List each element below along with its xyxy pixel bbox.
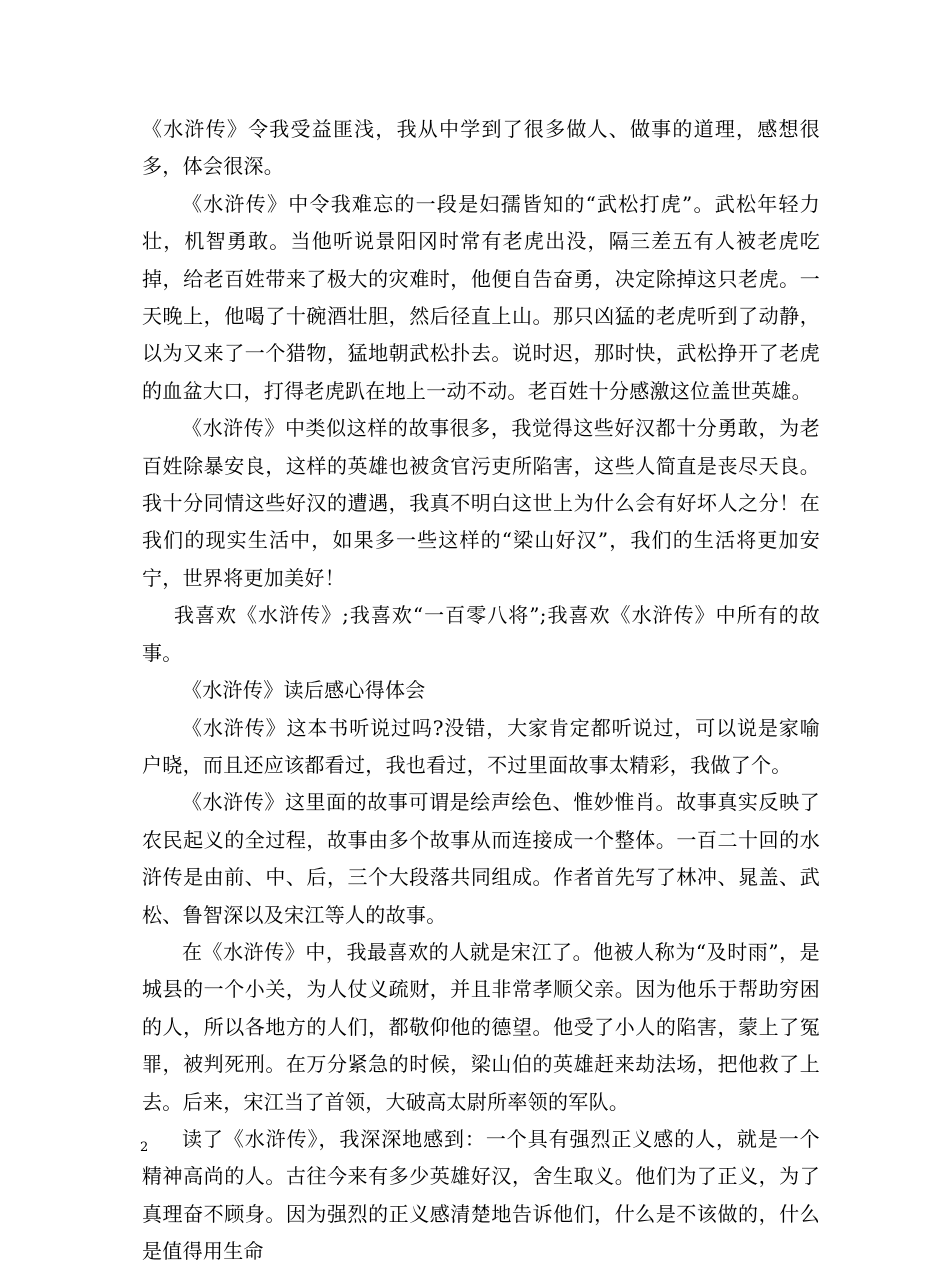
paragraph-songjiang: 在《水浒传》中，我最喜欢的人就是宋江了。他被人称为“及时雨”，是城县的一个小关，为人仗义疏财，并且非常孝顺父亲。因为他乐于帮助穷困的人，所以各地方的人们，都敬仰他的德望。他受了小人的陷害，蒙上了冤罪，被判死刑。在万分紧急的时候，梁山伯的英雄赶来劫法场，把他救了上去。后来，宋江当了首领，大破高太尉所率领的军队。 <box>142 939 820 1114</box>
paragraph-justice: 读了《水浒传》，我深深地感到：一个具有强烈正义感的人，就是一个精神高尚的人。古往今来有多少英雄好汉，舍生取义。他们为了正义，为了真理奋不顾身。因为强烈的正义感清楚地告诉他们，什么是不该做的，什么是值得用生命 <box>142 1126 820 1264</box>
paragraph-intro-conclusion: 《水浒传》令我受益匪浅，我从中学到了很多做人、做事的道理，感想很多，体会很深。 <box>142 117 820 179</box>
paragraph-story-structure: 《水浒传》这里面的故事可谓是绘声绘色、惟妙惟肖。故事真实反映了农民起义的全过程，故事由多个故事从而连接成一个整体。一百二十回的水浒传是由前、中、后，三个大段落共同组成。作者首先写了林冲、晁盖、武松、鲁智深以及宋江等人的故事。 <box>142 790 820 927</box>
paragraph-have-you-heard: 《水浒传》这本书听说过吗?没错，大家肯定都听说过，可以说是家喻户晓，而且还应该都看过，我也看过，不过里面故事太精彩，我做了个。 <box>142 715 820 777</box>
paragraph-heroes-reflection: 《水浒传》中类似这样的故事很多，我觉得这些好汉都十分勇敢，为老百姓除暴安良，这样的英雄也被贪官污吏所陷害，这些人简直是丧尽天良。我十分同情这些好汉的遭遇，我真不明白这世上为什么会有好坏人之分！在我们的现实生活中，如果多一些这样的“梁山好汉”，我们的生活将更加安宁，世界将更加美好！ <box>142 416 820 590</box>
page-number: 2 <box>140 1140 149 1155</box>
paragraph-wusong-tiger: 《水浒传》中令我难忘的一段是妇孺皆知的“武松打虎”。武松年轻力壮，机智勇敢。当他听说景阳冈时常有老虎出没，隔三差五有人被老虎吃掉，给老百姓带来了极大的灾难时，他便自告奋勇，决定除掉这只老虎。一天晚上，他喝了十碗酒壮胆，然后径直上山。那只凶猛的老虎听到了动静，以为又来了一个猎物，猛地朝武松扑去。说时迟，那时快，武松挣开了老虎的血盆大口，打得老虎趴在地上一动不动。老百姓十分感激这位盖世英雄。 <box>142 191 820 403</box>
paragraph-i-like: 我喜欢《水浒传》;我喜欢“一百零八将”;我喜欢《水浒传》中所有的故事。 <box>142 603 820 665</box>
section-title: 《水浒传》读后感心得体会 <box>182 678 426 703</box>
document-body <box>142 111 820 1271</box>
